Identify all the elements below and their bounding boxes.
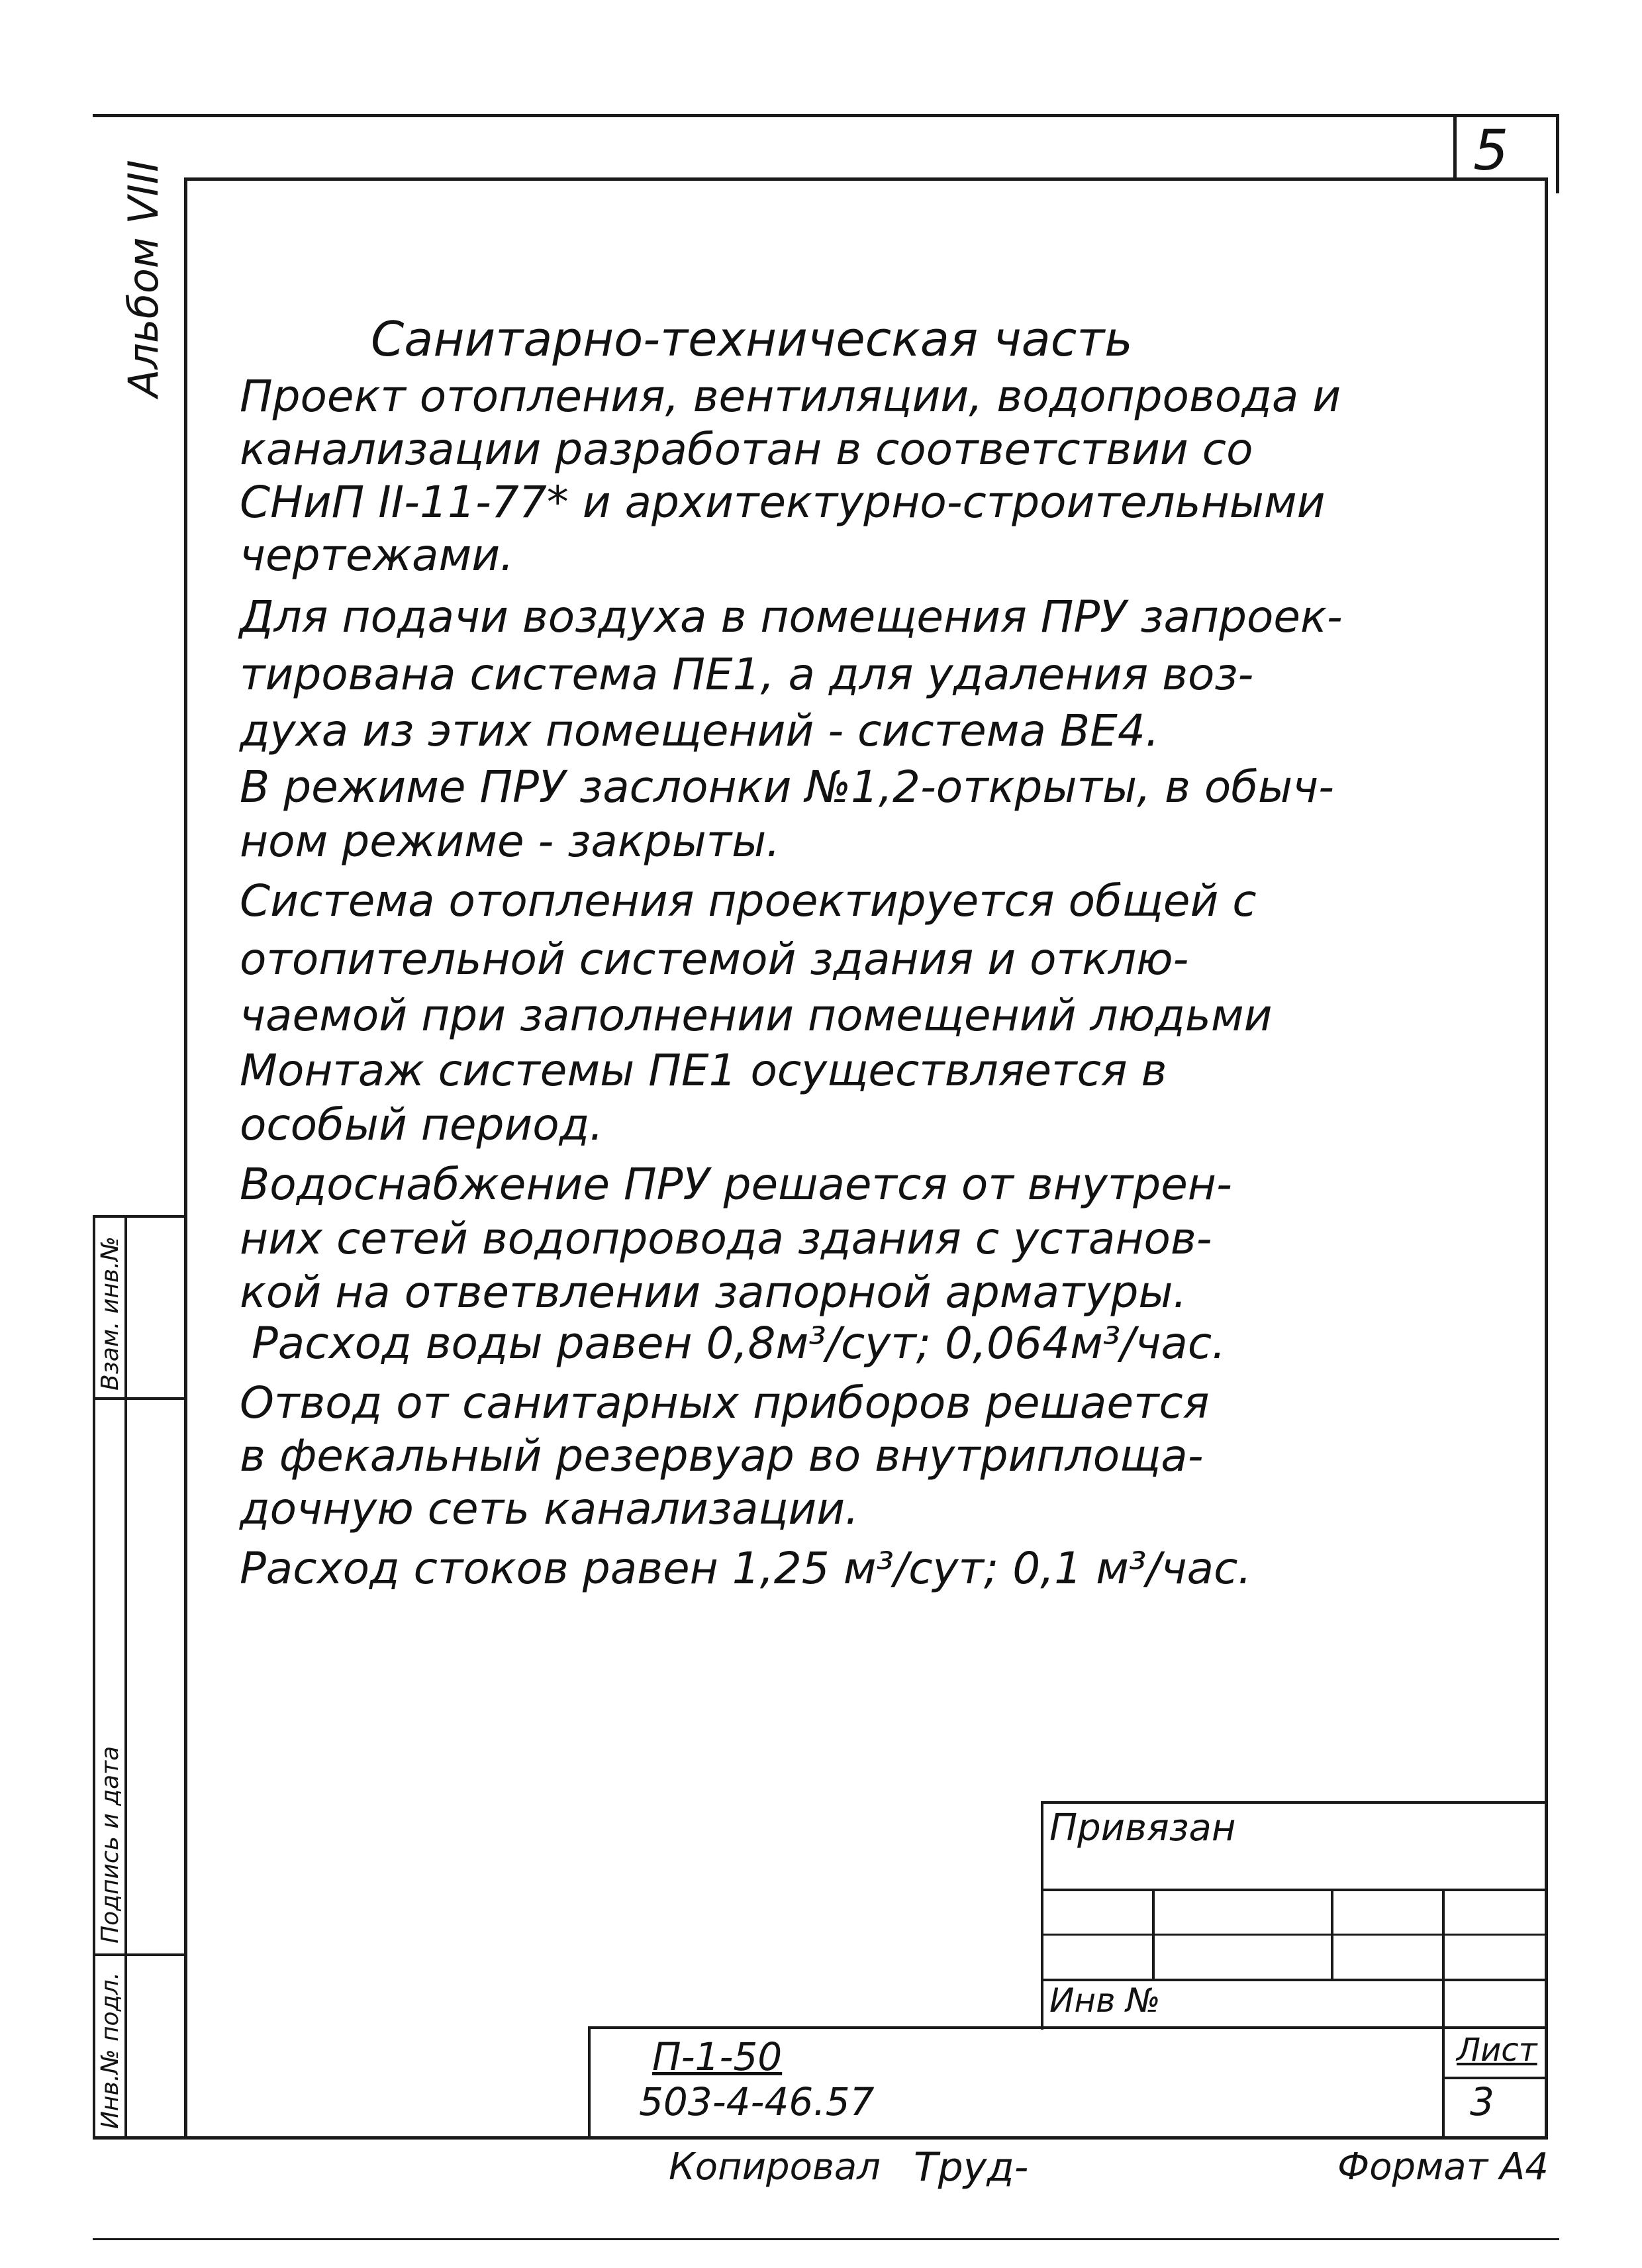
title-block-sheet-col xyxy=(1442,2026,1445,2139)
title-block-col-3 xyxy=(1442,1889,1445,2028)
stamp-column-line-b xyxy=(124,1215,127,2139)
title-block-col-2 xyxy=(1331,1889,1333,1981)
body-line: канализации разработан в соответствии со xyxy=(240,424,1253,475)
album-label: Альбом VIII xyxy=(119,160,168,397)
stamp-divider-2 xyxy=(93,1397,187,1400)
page-number: 5 xyxy=(1473,118,1509,183)
body-line: Для подачи воздуха в помещения ПРУ запроек- xyxy=(240,591,1343,642)
sheet-label: Лист xyxy=(1457,2032,1537,2069)
body-line: них сетей водопровода здания с установ- xyxy=(240,1213,1212,1264)
stamp-signature-date: Подпись и дата xyxy=(97,1746,124,1944)
body-line: духа из этих помещений - система ВЕ4. xyxy=(240,705,1159,756)
body-line: СНиП II-11-77* и архитектурно-строительными xyxy=(240,477,1326,528)
body-line: Проект отопления, вентиляции, водопровода и xyxy=(240,371,1341,422)
title-block-main-row xyxy=(588,2026,1548,2029)
title-block-left-upper xyxy=(1041,1801,1043,2030)
document-code-primary: П-1-50 xyxy=(652,2034,783,2079)
frame-right xyxy=(1545,177,1548,2138)
stamp-original-inv: Инв.№ подл. xyxy=(97,1972,124,2129)
body-line: ном режиме - закрыты. xyxy=(240,816,781,867)
sheet-number: 3 xyxy=(1470,2079,1494,2124)
stamp-replacement-inv: Взам. инв.№ xyxy=(97,1236,124,1391)
body-line: тирована система ПЕ1, а для удаления воз- xyxy=(240,649,1254,700)
body-line: Водоснабжение ПРУ решается от внутрен- xyxy=(240,1159,1232,1210)
title-block-top xyxy=(1041,1801,1548,1804)
format-label: Формат А4 xyxy=(1337,2145,1549,2189)
frame-top xyxy=(184,177,1548,181)
title-block-col-1 xyxy=(1152,1889,1155,1981)
stamp-divider-1 xyxy=(93,1215,187,1218)
stamp-divider-3 xyxy=(93,1953,187,1956)
page-number-box-left xyxy=(1453,114,1457,180)
frame-bottom xyxy=(93,2136,1548,2140)
copied-by-label: Копировал xyxy=(669,2145,881,2189)
page-number-box-right xyxy=(1556,114,1559,193)
body-line: отопительной системой здания и отклю- xyxy=(240,934,1189,985)
body-line: Расход воды равен 0,8м³/сут; 0,064м³/час. xyxy=(252,1318,1226,1369)
body-line: в фекальный резервуар во внутриплоща- xyxy=(240,1430,1204,1481)
document-code-secondary: 503-4-46.57 xyxy=(639,2079,875,2124)
copyist-signature: Труд- xyxy=(914,2144,1029,2191)
frame-left xyxy=(184,177,187,2138)
body-line: кой на ответвлении запорной арматуры. xyxy=(240,1267,1187,1318)
body-line: чертежами. xyxy=(240,530,514,581)
inventory-number-label: Инв № xyxy=(1049,1981,1161,2020)
bottom-rule xyxy=(93,2238,1559,2240)
section-heading: Санитарно-техническая часть xyxy=(371,311,1133,367)
body-line: дочную сеть канализации. xyxy=(240,1483,859,1534)
body-line: Монтаж системы ПЕ1 осуществляется в xyxy=(240,1045,1167,1096)
stamp-column-line-a xyxy=(93,1215,95,2139)
top-rule xyxy=(93,114,1559,117)
body-line: чаемой при заполнении помещений людьми xyxy=(240,990,1273,1041)
body-line: Отвод от санитарных приборов решается xyxy=(240,1377,1210,1428)
body-line: В режиме ПРУ заслонки №1,2-открыты, в обыч- xyxy=(240,762,1334,813)
body-line: Система отопления проектируется общей с xyxy=(240,875,1257,926)
title-block-left-lower xyxy=(588,2026,591,2139)
body-line: особый период. xyxy=(240,1099,604,1150)
privyazan-label: Привязан xyxy=(1049,1806,1236,1849)
body-line: Расход стоков равен 1,25 м³/сут; 0,1 м³/час. xyxy=(240,1543,1252,1594)
title-block-sheet-divider xyxy=(1442,2077,1548,2079)
title-block-row-1 xyxy=(1041,1889,1548,1891)
title-block-row-2 xyxy=(1041,1934,1548,1936)
